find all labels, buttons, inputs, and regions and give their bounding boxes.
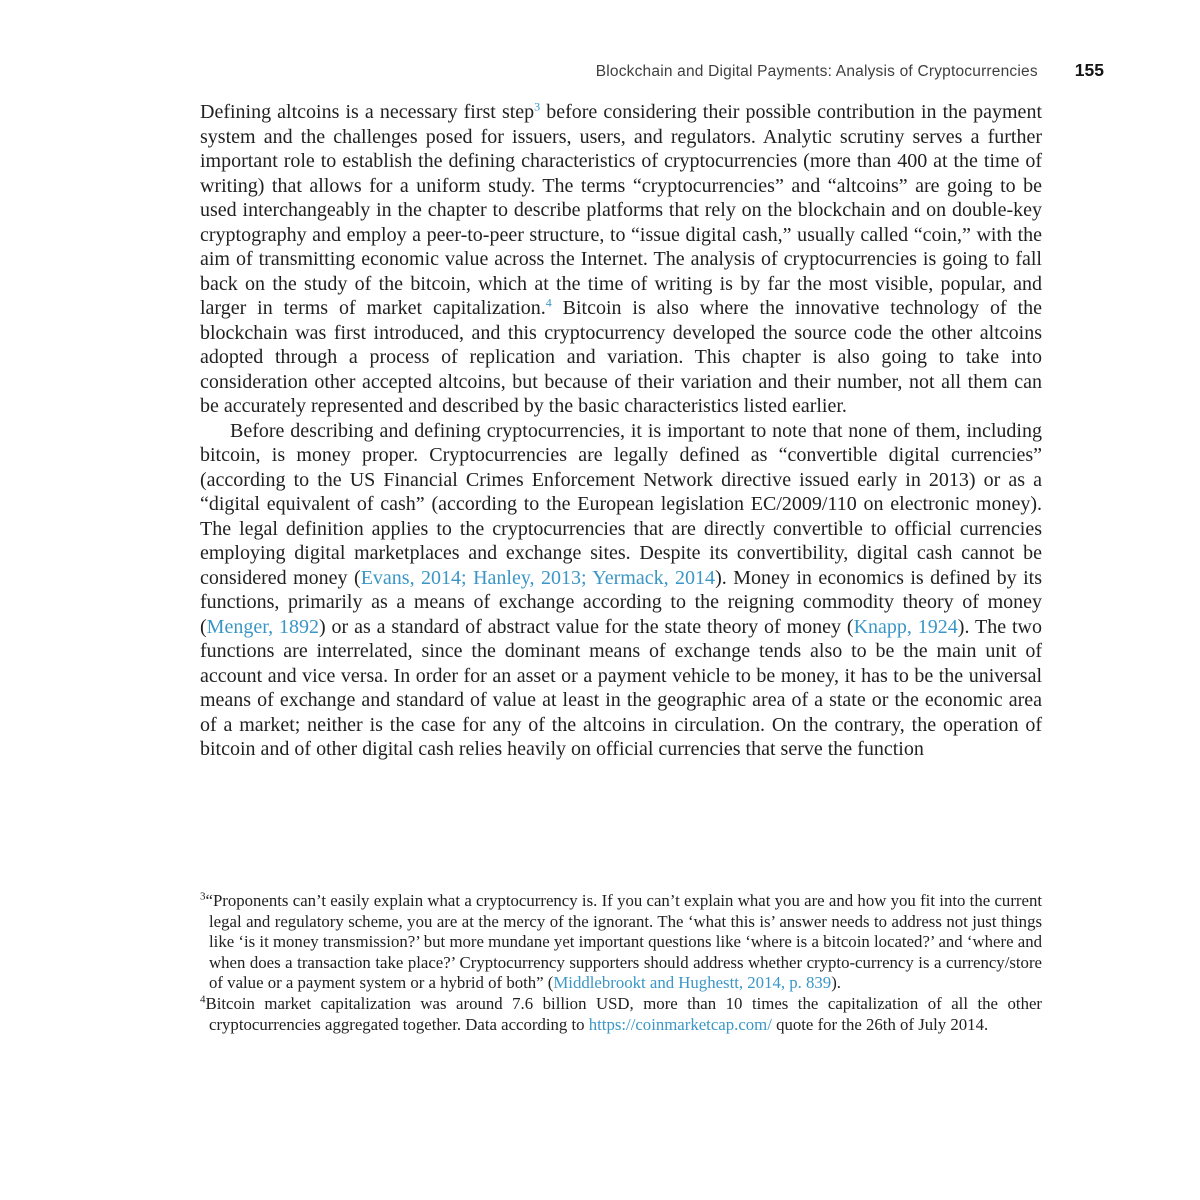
text-run: ) or as a standard of abstract value for the state theory of money ( — [318, 615, 854, 638]
footnote-3-marker: 3 — [200, 890, 206, 903]
footnote-3-text — [206, 891, 1043, 992]
footnotes-block — [200, 891, 1042, 1035]
text-run: Before describing and defining cryptocurrencies, it is important to note that none of them, including bitcoin, is money proper. Cryptocurrencies are legally defined as “convertible digital currencies” (according to the US Financial Crimes Enforcement Network directive issued early in 2013) or as a “digital equivalent of cash” (according to the European legislation EC/2009/110 on electronic money). The legal definition applies to the cryptocurrencies that are directly convertible to official currencies employing digital marketplaces and exchange sites. Despite its convertibility, digital cash cannot be considered money ( — [200, 419, 1042, 589]
running-head — [596, 60, 1104, 81]
text-run: ). Money in economics is defined by its functions, primarily as a means of exchange according to the reigning commodity theory of money ( — [200, 566, 1042, 638]
text-run: “Proponents can’t easily explain what a cryptocurrency is. If you can’t explain what you are and how you fit into the current legal and regulatory scheme, you are at the mercy of the ignorant. The ‘what this is’ answer needs to address not just things like ‘is it money transmission?’ but more mundane yet important questions like ‘where is a bitcoin located?’ and ‘where and when does a transaction take place?’ Cryptocurrency supporters should address whether crypto-currency is a currency/store of value or a payment system or a hybrid of both” ( — [205, 891, 1042, 993]
footnote-3 — [200, 891, 1042, 994]
footnote-ref-4[interactable]: 4 — [545, 295, 552, 310]
citation-knapp[interactable]: Knapp, 1924 — [853, 615, 958, 638]
text-run: before considering their possible contribution in the payment system and the challenges posed for issuers, users, and regulators. Analytic scrutiny serves a further important role to establish the defining characteristics of cryptocurrencies (more than 400 at the time of writing) that allows for a uniform study. The terms “cryptocurrencies” and “altcoins” are going to be used interchangeably in the chapter to describe platforms that rely on the blockchain and on double-key cryptography and employ a peer-to-peer structure, to “issue digital cash,” usually called “coin,” with the aim of transmitting economic value across the Internet. The analysis of cryptocurrencies is going to fall back on the study of the bitcoin, which at the time of writing is by far the most visible, popular, and larger in terms of market capitalization. — [200, 101, 1042, 319]
text-run: ). The two functions are interrelated, since the dominant means of exchange tends also to be the main unit of account and vice versa. In order for an asset or a payment vehicle to be money, it has to be the universal means of exchange and standard of value at least in the geographic area of a state or the economic area of a market; neither is the case for any of the altcoins in circulation. On the contrary, the operation of bitcoin and of other digital cash relies heavily on official currencies that serve the function — [200, 615, 1042, 760]
footnote-4-marker: 4 — [200, 993, 206, 1006]
footnote-ref-3[interactable]: 3 — [534, 99, 541, 114]
citation-evans-hanley-yermack[interactable]: Evans, 2014; Hanley, 2013; Yermack, 2014 — [360, 566, 716, 589]
paragraph-1 — [200, 100, 1042, 419]
running-head-title: Blockchain and Digital Payments: Analysis of Cryptocurrencies — [595, 63, 1038, 80]
page-number: 155 — [1074, 60, 1104, 80]
citation-menger[interactable]: Menger, 1892 — [206, 615, 319, 638]
footnote-4 — [200, 994, 1042, 1035]
citation-middlebrookt-hughestt[interactable]: Middlebrookt and Hughestt, 2014, p. 839 — [553, 973, 832, 993]
footnote-4-text — [206, 994, 1043, 1034]
text-run: ). — [831, 973, 841, 993]
text-run: Bitcoin is also where the innovative technology of the blockchain was first introduced, and this cryptocurrency developed the source code the other altcoins adopted through a process of replication and variation. This chapter is also going to take into consideration other accepted altcoins, but because of their variation and their number, not all them can be accurately represented and described by the basic characteristics listed earlier. — [200, 297, 1043, 417]
text-run: Defining altcoins is a necessary first step — [200, 101, 535, 123]
paragraph-2 — [200, 419, 1042, 762]
coinmarketcap-link[interactable]: https://coinmarketcap.com/ — [588, 1014, 772, 1034]
text-run: quote for the 26th of July 2014. — [771, 1014, 989, 1034]
body-text-block — [200, 100, 1042, 762]
text-run: Bitcoin market capitalization was around 7.6 billion USD, more than 10 times the capitalization of all the other cryptocurrencies aggregated together. Data according to — [205, 993, 1042, 1034]
